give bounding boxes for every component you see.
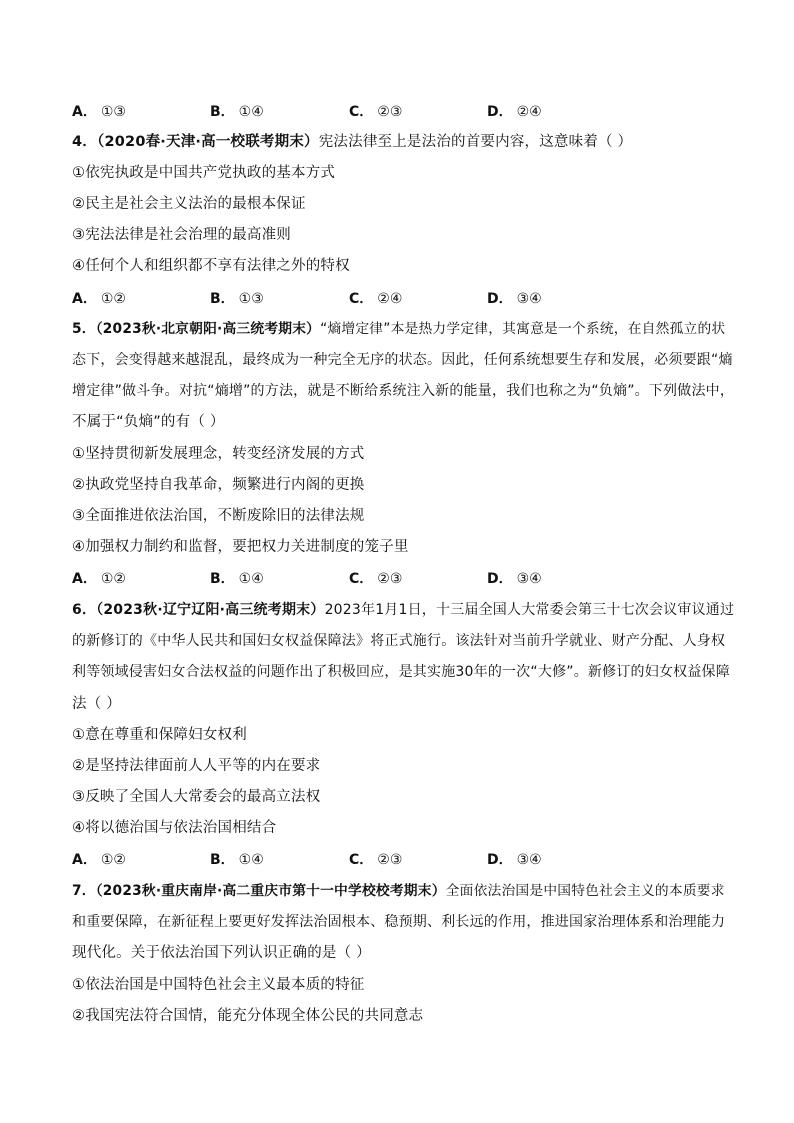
option-a[interactable]: A． ①②: [72, 291, 126, 307]
option-c[interactable]: C． ②③: [349, 852, 403, 868]
q7-statement-2: ②我国宪法符合国情，能充分体现全体公民的共同意志: [72, 1008, 424, 1024]
option-d[interactable]: D． ②④: [487, 104, 542, 120]
q4-statement-1: ①依宪执政是中国共产党执政的基本方式: [72, 165, 336, 181]
q6-statement-1: ①意在尊重和保障妇女权利: [72, 727, 247, 743]
q7-statement-1: ①依法治国是中国特色社会主义最本质的特征: [72, 977, 365, 993]
q6-stem-line-2: 的新修订的《中华人民共和国妇女权益保障法》将正式施行。该法针对当前升学就业、财产分配、人身权: [72, 633, 726, 649]
option-a[interactable]: A． ①②: [72, 571, 126, 587]
q5-stem-line-4: 不属于“负熵”的有（ ）: [72, 414, 225, 430]
q3-options: [72, 101, 732, 121]
q5-statement-3: ③全面推进依法治国，不断废除旧的法律法规: [72, 508, 365, 524]
option-b[interactable]: B． ①④: [210, 104, 264, 120]
option-d[interactable]: D． ③④: [487, 571, 542, 587]
q5-stem-line-1: 5．（2023秋·北京朝阳·高三统考期末）“熵增定律”本是热力学定律，其寓意是一个系统，在自然孤立的状: [72, 321, 726, 337]
option-c[interactable]: C． ②③: [349, 104, 403, 120]
q5-statement-2: ②执政党坚持自我革命，频繁进行内阁的更换: [72, 477, 365, 493]
option-d[interactable]: D． ③④: [487, 291, 542, 307]
q5-statement-1: ①坚持贯彻新发展理念，转变经济发展的方式: [72, 446, 365, 462]
q4-options: [72, 288, 732, 308]
q4-statement-3: ③宪法法律是社会治理的最高准则: [72, 227, 291, 243]
q7-stem-line-1: 7．（2023秋·重庆南岸·高二重庆市第十一中学校校考期末）全面依法治国是中国特色社会主义的本质要求: [72, 883, 725, 899]
q6-options: [72, 849, 732, 869]
q6-statement-2: ②是坚持法律面前人人平等的内在要求: [72, 758, 321, 774]
option-d[interactable]: D． ③④: [487, 852, 542, 868]
q6-stem-line-4: 法（ ）: [72, 696, 121, 712]
q4-stem: 4．（2020春·天津·高一校联考期末）宪法法律至上是法治的首要内容，这意味着（ ）: [72, 134, 633, 150]
q7-stem-line-2: 和重要保障，在新征程上要更好发挥法治固根本、稳预期、利长远的作用，推进国家治理体系和治理能力: [72, 914, 726, 930]
option-a[interactable]: A． ①②: [72, 852, 126, 868]
q6-statement-4: ④将以德治国与依法治国相结合: [72, 820, 277, 836]
q5-options: [72, 568, 732, 588]
q4-statement-2: ②民主是社会主义法治的最根本保证: [72, 196, 306, 212]
option-b[interactable]: B． ①④: [210, 852, 264, 868]
q6-stem-line-3: 利等领域侵害妇女合法权益的问题作出了积极回应，是其实施30年的一次“大修”。新修订的妇女权益保障: [72, 664, 730, 680]
option-b[interactable]: B． ①④: [210, 571, 264, 587]
q6-statement-3: ③反映了全国人大常委会的最高立法权: [72, 789, 321, 805]
q7-stem-line-3: 现代化。关于依法治国下列认识正确的是（ ）: [72, 945, 371, 961]
option-a[interactable]: A． ①③: [72, 104, 126, 120]
option-c[interactable]: C． ②④: [349, 291, 403, 307]
q5-statement-4: ④加强权力制约和监督，要把权力关进制度的笼子里: [72, 539, 409, 555]
q5-stem-line-2: 态下，会变得越来越混乱，最终成为一种完全无序的状态。因此，任何系统想要生存和发展，必须要跟“熵: [72, 352, 733, 368]
q4-statement-4: ④任何个人和组织都不享有法律之外的特权: [72, 258, 350, 274]
q6-stem-line-1: 6．（2023秋·辽宁辽阳·高三统考期末）2023年1月1日，十三届全国人大常委会第三十七次会议审议通过: [72, 602, 735, 618]
option-c[interactable]: C． ②③: [349, 571, 403, 587]
option-b[interactable]: B． ①③: [210, 291, 264, 307]
q5-stem-line-3: 增定律”做斗争。对抗“熵增”的方法，就是不断给系统注入新的能量，我们也称之为“负熵”。下列做法中，: [72, 383, 735, 399]
